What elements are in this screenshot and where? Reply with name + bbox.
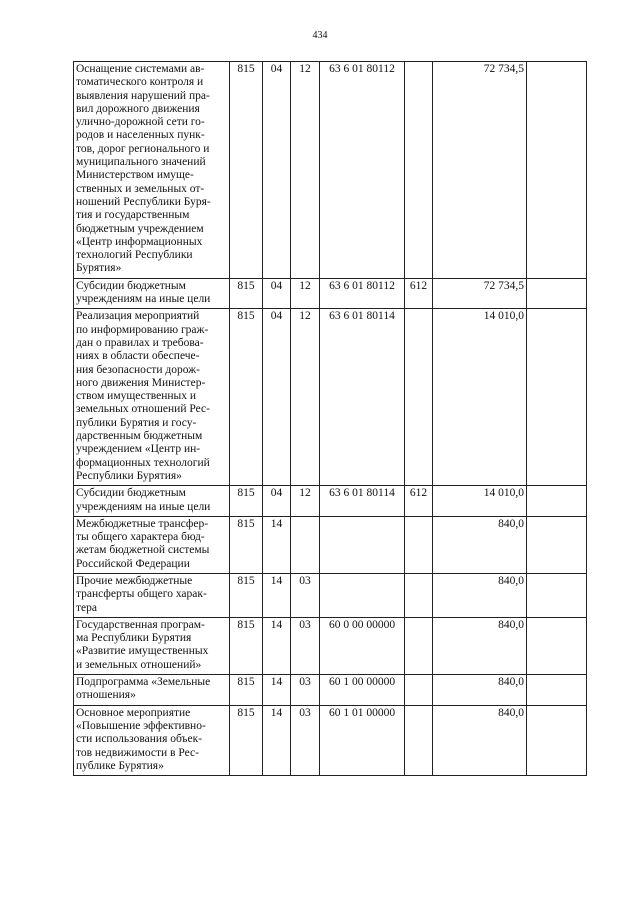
table-row bbox=[74, 62, 587, 279]
amount-cell: 72 734,5 bbox=[433, 62, 527, 279]
row-name-cell: Подпрограмма «Земельные отношения» bbox=[74, 675, 230, 706]
empty-cell bbox=[527, 309, 587, 486]
row-name-cell: Субсидии бюджетным учреждениям на иные цели bbox=[74, 486, 230, 517]
expense-type-cell: 612 bbox=[405, 278, 433, 309]
subsection-code-cell: 03 bbox=[291, 675, 320, 706]
amount-cell: 840,0 bbox=[433, 675, 527, 706]
target-article-cell: 63 6 01 80114 bbox=[320, 309, 405, 486]
expense-type-cell bbox=[405, 573, 433, 617]
section-code-cell: 04 bbox=[263, 62, 291, 279]
ministry-code-cell: 815 bbox=[230, 675, 263, 706]
section-code-cell: 14 bbox=[263, 705, 291, 775]
target-article-cell: 60 1 01 00000 bbox=[320, 705, 405, 775]
empty-cell bbox=[527, 675, 587, 706]
amount-cell: 72 734,5 bbox=[433, 278, 527, 309]
page-number: 434 bbox=[312, 30, 328, 41]
ministry-code-cell: 815 bbox=[230, 516, 263, 573]
ministry-code-cell: 815 bbox=[230, 278, 263, 309]
row-name-cell: Государственная програм- ма Республики Бурятия «Развитие имущественных и земельных отношений» bbox=[74, 617, 230, 674]
subsection-code-cell: 12 bbox=[291, 278, 320, 309]
row-name-cell: Межбюджетные трансфер- ты общего характера бюд- жетам бюджетной системы Российской Федерации bbox=[74, 516, 230, 573]
empty-cell bbox=[527, 62, 587, 279]
row-name-cell: Основное мероприятие «Повышение эффективно- сти использования объек- тов недвижимости в Рес- публике Бурятия» bbox=[74, 705, 230, 775]
subsection-code-cell: 12 bbox=[291, 309, 320, 486]
ministry-code-cell: 815 bbox=[230, 486, 263, 517]
ministry-code-cell: 815 bbox=[230, 617, 263, 674]
section-code-cell: 04 bbox=[263, 278, 291, 309]
amount-cell: 14 010,0 bbox=[433, 486, 527, 517]
amount-cell: 840,0 bbox=[433, 705, 527, 775]
row-name-cell: Оснащение системами ав- томатического контроля и выявления нарушений пра- вил дорожного движения улично-дорожной сети го- родов и населенных пунк- тов, дорог регионального и муниципального значений Министерством имуще- ственных и земельных от- ношений Республики Буря- тия и государственным бюджетным учреждением «Центр информационных технологий Республики Бурятия» bbox=[74, 62, 230, 279]
subsection-code-cell: 12 bbox=[291, 62, 320, 279]
ministry-code-cell: 815 bbox=[230, 573, 263, 617]
table-row bbox=[74, 617, 587, 674]
expense-type-cell bbox=[405, 62, 433, 279]
ministry-code-cell: 815 bbox=[230, 705, 263, 775]
target-article-cell: 63 6 01 80114 bbox=[320, 486, 405, 517]
expense-type-cell bbox=[405, 309, 433, 486]
expense-type-cell bbox=[405, 617, 433, 674]
table-body bbox=[74, 62, 587, 776]
table-row bbox=[74, 309, 587, 486]
expense-type-cell: 612 bbox=[405, 486, 433, 517]
empty-cell bbox=[527, 573, 587, 617]
target-article-cell bbox=[320, 573, 405, 617]
target-article-cell: 60 1 00 00000 bbox=[320, 675, 405, 706]
subsection-code-cell: 03 bbox=[291, 705, 320, 775]
subsection-code-cell: 03 bbox=[291, 617, 320, 674]
amount-cell: 840,0 bbox=[433, 617, 527, 674]
table-row bbox=[74, 516, 587, 573]
section-code-cell: 14 bbox=[263, 617, 291, 674]
target-article-cell: 60 0 00 00000 bbox=[320, 617, 405, 674]
section-code-cell: 14 bbox=[263, 516, 291, 573]
table-row bbox=[74, 705, 587, 775]
row-name-cell: Субсидии бюджетным учреждениям на иные цели bbox=[74, 278, 230, 309]
subsection-code-cell: 03 bbox=[291, 573, 320, 617]
subsection-code-cell bbox=[291, 516, 320, 573]
subsection-code-cell: 12 bbox=[291, 486, 320, 517]
amount-cell: 840,0 bbox=[433, 573, 527, 617]
section-code-cell: 14 bbox=[263, 675, 291, 706]
expense-type-cell bbox=[405, 675, 433, 706]
empty-cell bbox=[527, 516, 587, 573]
target-article-cell bbox=[320, 516, 405, 573]
ministry-code-cell: 815 bbox=[230, 62, 263, 279]
table-row bbox=[74, 573, 587, 617]
expense-type-cell bbox=[405, 705, 433, 775]
ministry-code-cell: 815 bbox=[230, 309, 263, 486]
section-code-cell: 04 bbox=[263, 486, 291, 517]
empty-cell bbox=[527, 705, 587, 775]
budget-table bbox=[73, 61, 587, 776]
row-name-cell: Реализация мероприятий по информированию граж- дан о правилах и требова- ниях в области обеспече- ния безопасности дорож- ного движения Министер- ством имущественных и земельных отношений Рес- публики Бурятия и госу- дарственным бюджетным учреждением «Центр ин- формационных технологий Республики Бурятия» bbox=[74, 309, 230, 486]
empty-cell bbox=[527, 278, 587, 309]
table-row bbox=[74, 675, 587, 706]
row-name-cell: Прочие межбюджетные трансферты общего харак- тера bbox=[74, 573, 230, 617]
amount-cell: 14 010,0 bbox=[433, 309, 527, 486]
table-row bbox=[74, 486, 587, 517]
table-row bbox=[74, 278, 587, 309]
empty-cell bbox=[527, 617, 587, 674]
section-code-cell: 14 bbox=[263, 573, 291, 617]
amount-cell: 840,0 bbox=[433, 516, 527, 573]
expense-type-cell bbox=[405, 516, 433, 573]
empty-cell bbox=[527, 486, 587, 517]
section-code-cell: 04 bbox=[263, 309, 291, 486]
target-article-cell: 63 6 01 80112 bbox=[320, 278, 405, 309]
target-article-cell: 63 6 01 80112 bbox=[320, 62, 405, 279]
